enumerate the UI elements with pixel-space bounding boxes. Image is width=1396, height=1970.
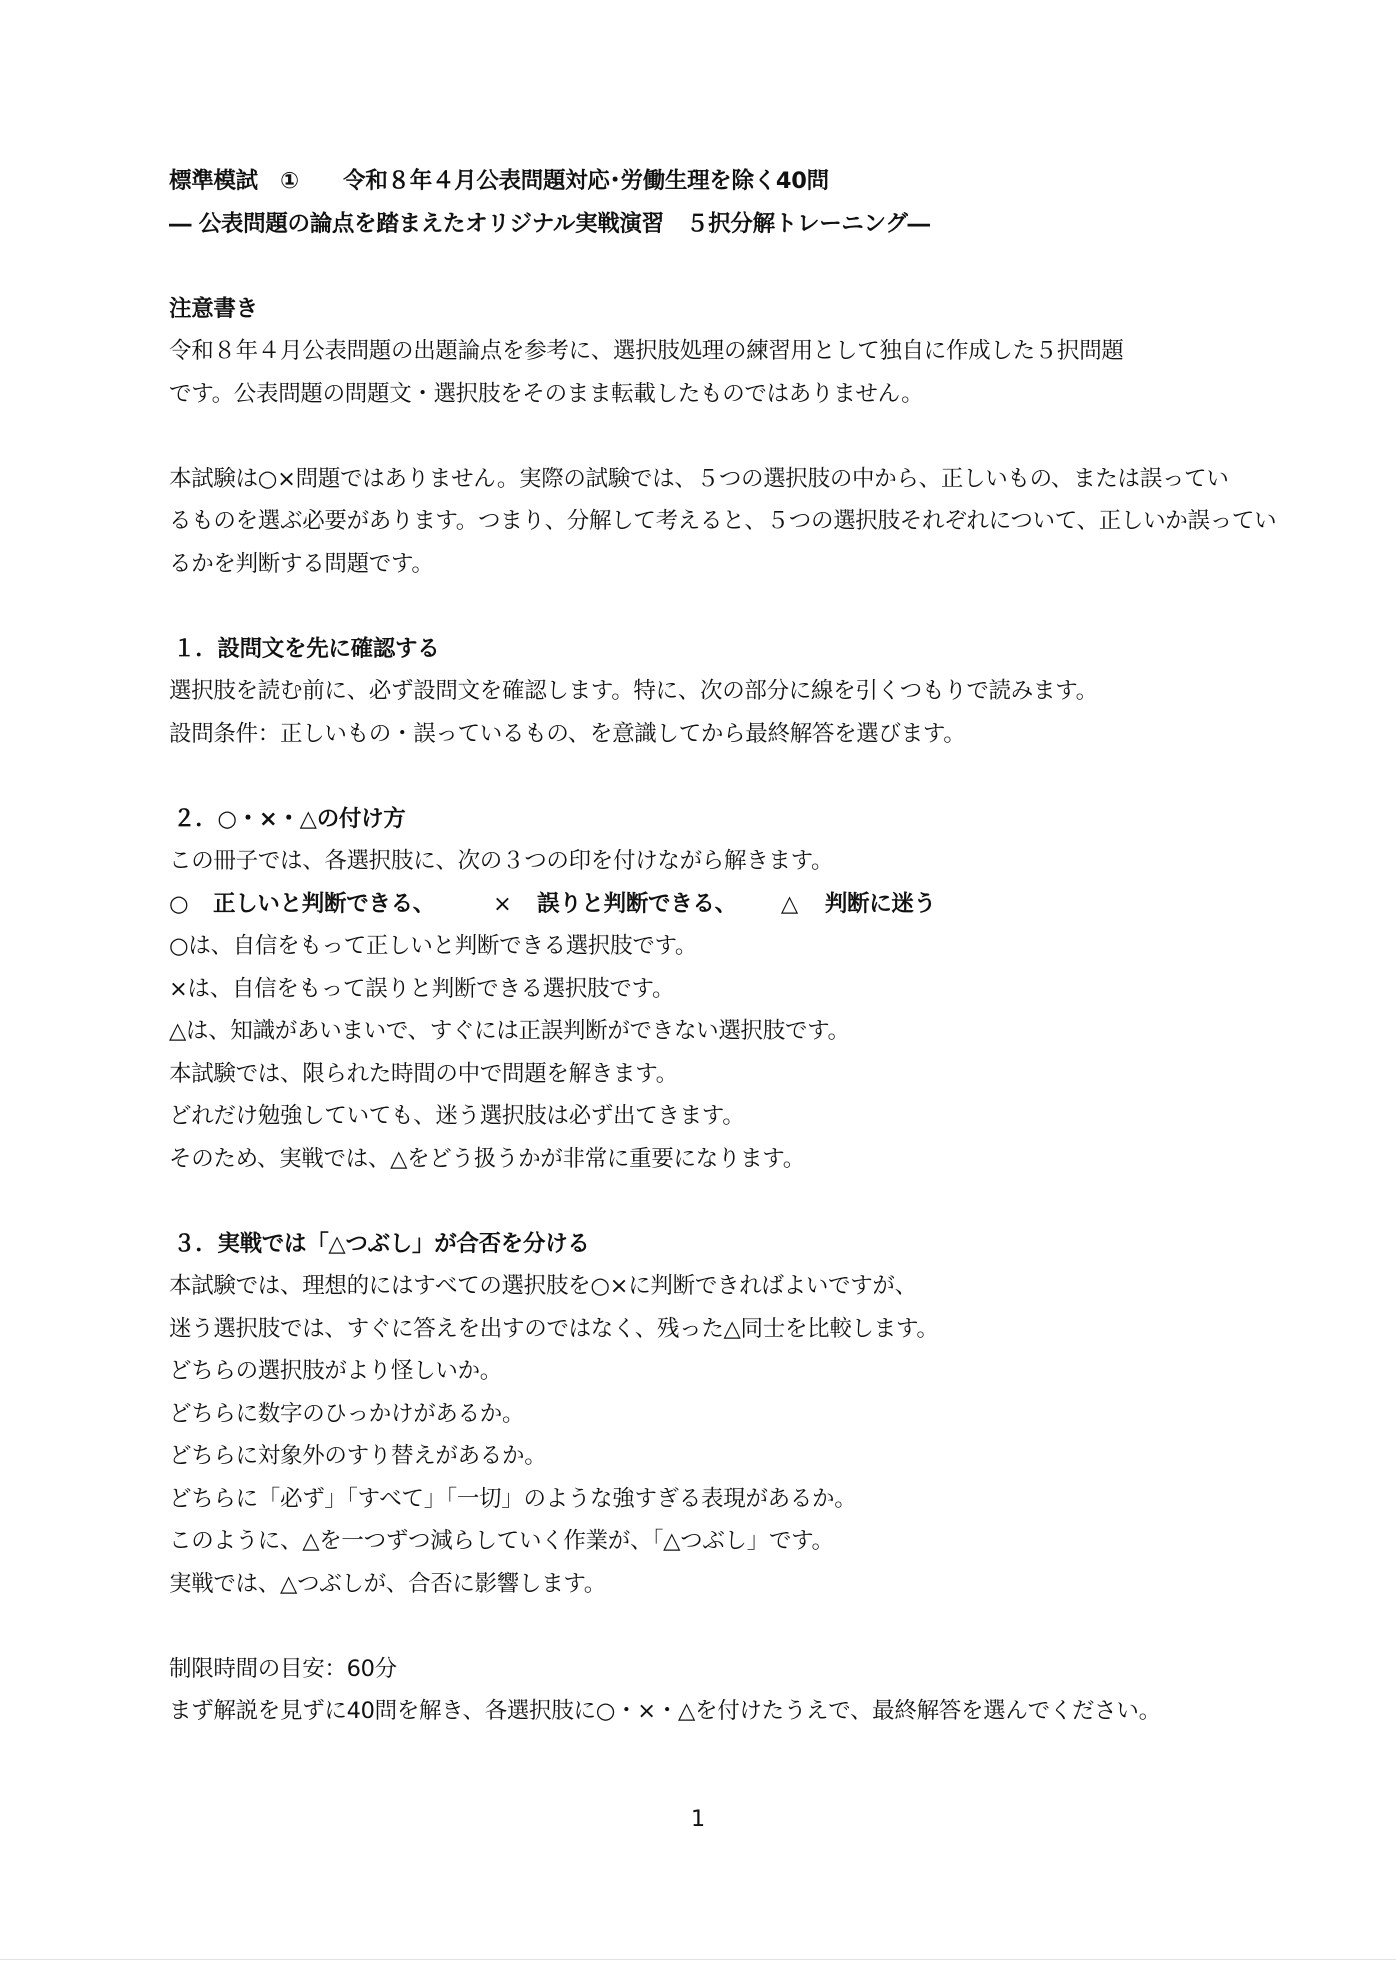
mark-legend-wrong bbox=[493, 883, 737, 926]
mark-label: 誤りと判断できる、 bbox=[537, 890, 737, 917]
notice-line: 令和８年４月公表問題の出題論点を参考に、選択肢処理の練習用として独自に作成した５択問題 bbox=[169, 338, 1124, 364]
document-title: 標準模試 ① 令和８年４月公表問題対応･労働生理を除く40問 bbox=[169, 168, 829, 194]
section-3-line: どちらに対象外のすり替えがあるか。 bbox=[169, 1443, 547, 1469]
spacer bbox=[169, 415, 1239, 458]
time-limit-line: 制限時間の目安：60分 bbox=[169, 1655, 397, 1682]
section-3-line: どちらの選択肢がより怪しいか。 bbox=[169, 1358, 503, 1384]
circle-mark-icon: ○ bbox=[169, 890, 189, 917]
spacer bbox=[169, 755, 1239, 798]
section-3-line: どちらに数字のひっかけがあるか。 bbox=[169, 1400, 525, 1427]
mark-label: 正しいと判断できる、 bbox=[213, 890, 436, 917]
section-3-line: どちらに「必ず」「すべて」「一切」のような強すぎる表現があるか。 bbox=[169, 1485, 857, 1512]
section-3-heading: ３．実戦では「△つぶし」が合否を分ける bbox=[173, 1230, 590, 1257]
notice-line: です。公表問題の問題文・選択肢をそのまま転載したものではありません。 bbox=[169, 380, 924, 407]
spacer bbox=[169, 585, 1239, 628]
page-bottom-divider bbox=[0, 1959, 1396, 1960]
section-1-line: 選択肢を読む前に、必ず設問文を確認します。特に、次の部分に線を引くつもりで読みます。 bbox=[169, 678, 1098, 704]
section-1-line: 設問条件：正しいもの・誤っているもの、を意識してから最終解答を選びます。 bbox=[169, 720, 966, 747]
mark-legend-correct bbox=[169, 883, 435, 926]
section-3-line: 迷う選択肢では、すぐに答えを出すのではなく、残った△同士を比較します。 bbox=[169, 1315, 939, 1342]
spacer bbox=[169, 1605, 1239, 1648]
section-3-line: 本試験では、理想的にはすべての選択肢を○×に判断できればよいですが、 bbox=[169, 1273, 917, 1299]
page-number: 1 bbox=[690, 1806, 706, 1832]
section-2-line: △は、知識があいまいで、すぐには正誤判断ができない選択肢です。 bbox=[169, 1018, 850, 1044]
instructions-line: まず解説を見ずに40問を解き、各選択肢に○・×・△を付けたうえで、最終解答を選んでください。 bbox=[169, 1698, 1161, 1724]
section-2-intro: この冊子では、各選択肢に、次の３つの印を付けながら解きます。 bbox=[169, 848, 834, 874]
spacer bbox=[169, 1180, 1239, 1223]
section-3-line: 実戦では、△つぶしが、合否に影響します。 bbox=[169, 1570, 607, 1597]
spacer bbox=[169, 245, 1239, 288]
section-3-line: このように、△を一つずつ減らしていく作業が、「△つぶし」です。 bbox=[169, 1528, 834, 1554]
cross-mark-icon: × bbox=[493, 890, 512, 917]
intro-line: るかを判断する問題です。 bbox=[169, 550, 434, 577]
notice-heading: 注意書き bbox=[169, 295, 258, 322]
intro-line: るものを選ぶ必要があります。つまり、分解して考えると、５つの選択肢それぞれについて、正しいか誤ってい bbox=[169, 508, 1277, 534]
section-2-line: ○は、自信をもって正しいと判断できる選択肢です。 bbox=[169, 933, 698, 959]
section-2-line: 本試験では、限られた時間の中で問題を解きます。 bbox=[169, 1060, 678, 1087]
section-2-line: ×は、自信をもって誤りと判断できる選択肢です。 bbox=[169, 975, 675, 1002]
intro-line: 本試験は○×問題ではありません。実際の試験では、５つの選択肢の中から、正しいもの、または誤ってい bbox=[169, 465, 1229, 492]
marks-legend bbox=[169, 883, 1239, 926]
section-2-heading: ２．○・×・△の付け方 bbox=[173, 805, 406, 832]
triangle-mark-icon: △ bbox=[780, 890, 798, 917]
document-subtitle: ― 公表問題の論点を踏まえたオリジナル実戦演習 ５択分解トレーニング― bbox=[169, 210, 930, 237]
section-1-heading: １．設問文を先に確認する bbox=[173, 635, 440, 662]
section-2-line: そのため、実戦では、△をどう扱うかが非常に重要になります。 bbox=[169, 1145, 805, 1172]
document-body bbox=[169, 160, 1277, 1733]
mark-label: 判断に迷う bbox=[824, 890, 936, 917]
section-2-line: どれだけ勉強していても、迷う選択肢は必ず出てきます。 bbox=[169, 1103, 745, 1129]
mark-legend-unsure bbox=[781, 883, 936, 926]
